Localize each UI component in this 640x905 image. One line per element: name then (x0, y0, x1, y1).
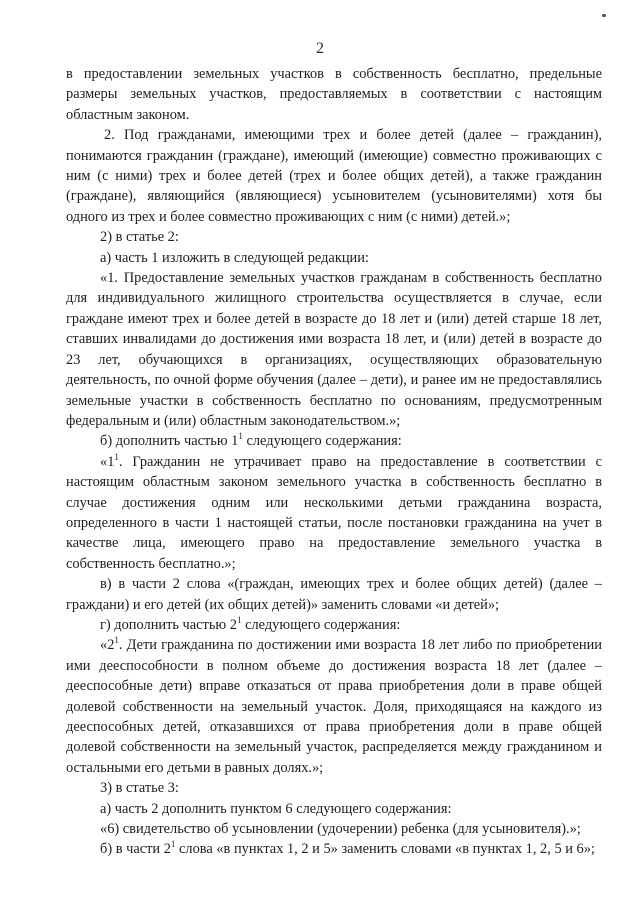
paragraph-sub-g: г) дополнить частью $2^1$ следующего содержания: (100, 615, 401, 633)
paragraph-part-1: «1. Предоставление земельных участков гражданам в собственность бесплатно для индивидуального жилищного строительства осуществляется в случае, если граждане имеют трех и более детей в возрасте до 18 лет и (или) детей старше 18 лет, ставших инвалидами до достижения ими возраста 18 лет, и (или) детей в возрасте до 23 лет, обучающихся в организациях, осуществляющих образовательную деятельность, по очной форме обучения (далее – дети), и ранее им не предоставлялись земельные участки в собственность бесплатно по основаниям, предусмотренным федеральным и (или) областным законодательством.»; (66, 270, 602, 429)
paragraph-part-1-1: «$1^1$. Гражданин не утрачивает право на предоставление в соответствии с настоящим областным законом земельного участка в собственность бесплатно в случае достижения одним или несколькими детьми гражданина возраста, определенного в части 1 настоящей статьи, после постановки гражданина на учет в качестве лица, имеющего право на предоставление земельного участка в собственность бесплатно.»; (66, 451, 602, 572)
paragraph-point-6: «6) свидетельство об усыновлении (удочерении) ребенка (для усыновителя).»; (100, 821, 581, 838)
paragraph-sub-a-2: а) часть 2 дополнить пунктом 6 следующего содержания: (100, 800, 452, 817)
paragraph-item-2: 2) в статье 2: (100, 229, 179, 246)
paragraph-sub-v: в) в части 2 слова «(граждан, имеющих трех и более общих детей) (далее – граждани) и его детей (их общих детей)» заменить словами «и детей»; (66, 576, 602, 613)
paragraph-item-3: 3) в статье 3: (100, 780, 179, 797)
paragraph-sub-b-2: б) в части $2^1$ слова «в пунктах 1, 2 и 5» заменить словами «в пунктах 1, 2, 5 и 6»; (100, 839, 595, 858)
scan-speck (602, 14, 606, 17)
paragraph-sub-a: а) часть 1 изложить в следующей редакции: (100, 249, 369, 266)
page-number: 2 (316, 40, 324, 57)
document-body (66, 64, 602, 860)
paragraph-intro: в предоставлении земельных участков в собственность бесплатно, предельные размеры земельных участков, предоставляемых в соответствии с настоящим областным законом. (66, 66, 602, 123)
paragraph-definition: 2. Под гражданами, имеющими трех и более детей (далее – гражданин), понимаются гражданин (граждане), имеющий (имеющие) совместно проживающих с ним (с ними) трех и более детей (трех и более общих детей), а также гражданин (граждане), являющийся (являющиеся) усыновителем (усыновителями) хотя бы одного из трех и более совместно проживающих с ним (с ними) детей.»; (66, 127, 602, 225)
paragraph-sub-b: б) дополнить частью $1^1$ следующего содержания: (100, 431, 402, 450)
paragraph-part-2-1: «$2^1$. Дети гражданина по достижении ими возраста 18 лет либо по приобретении ими дееспособности в полном объеме до достижения возраста 18 лет (далее – дееспособные дети) вправе отказаться от права приобретения доли в праве общей долевой собственности на земельный участок. Доля, приходящаяся на каждого из дееспособных детей, отказавшихся от права приобретения доли в праве общей долевой собственности на земельный участок, распределяется между гражданином и остальными его детьми в равных долях.»; (66, 635, 602, 776)
